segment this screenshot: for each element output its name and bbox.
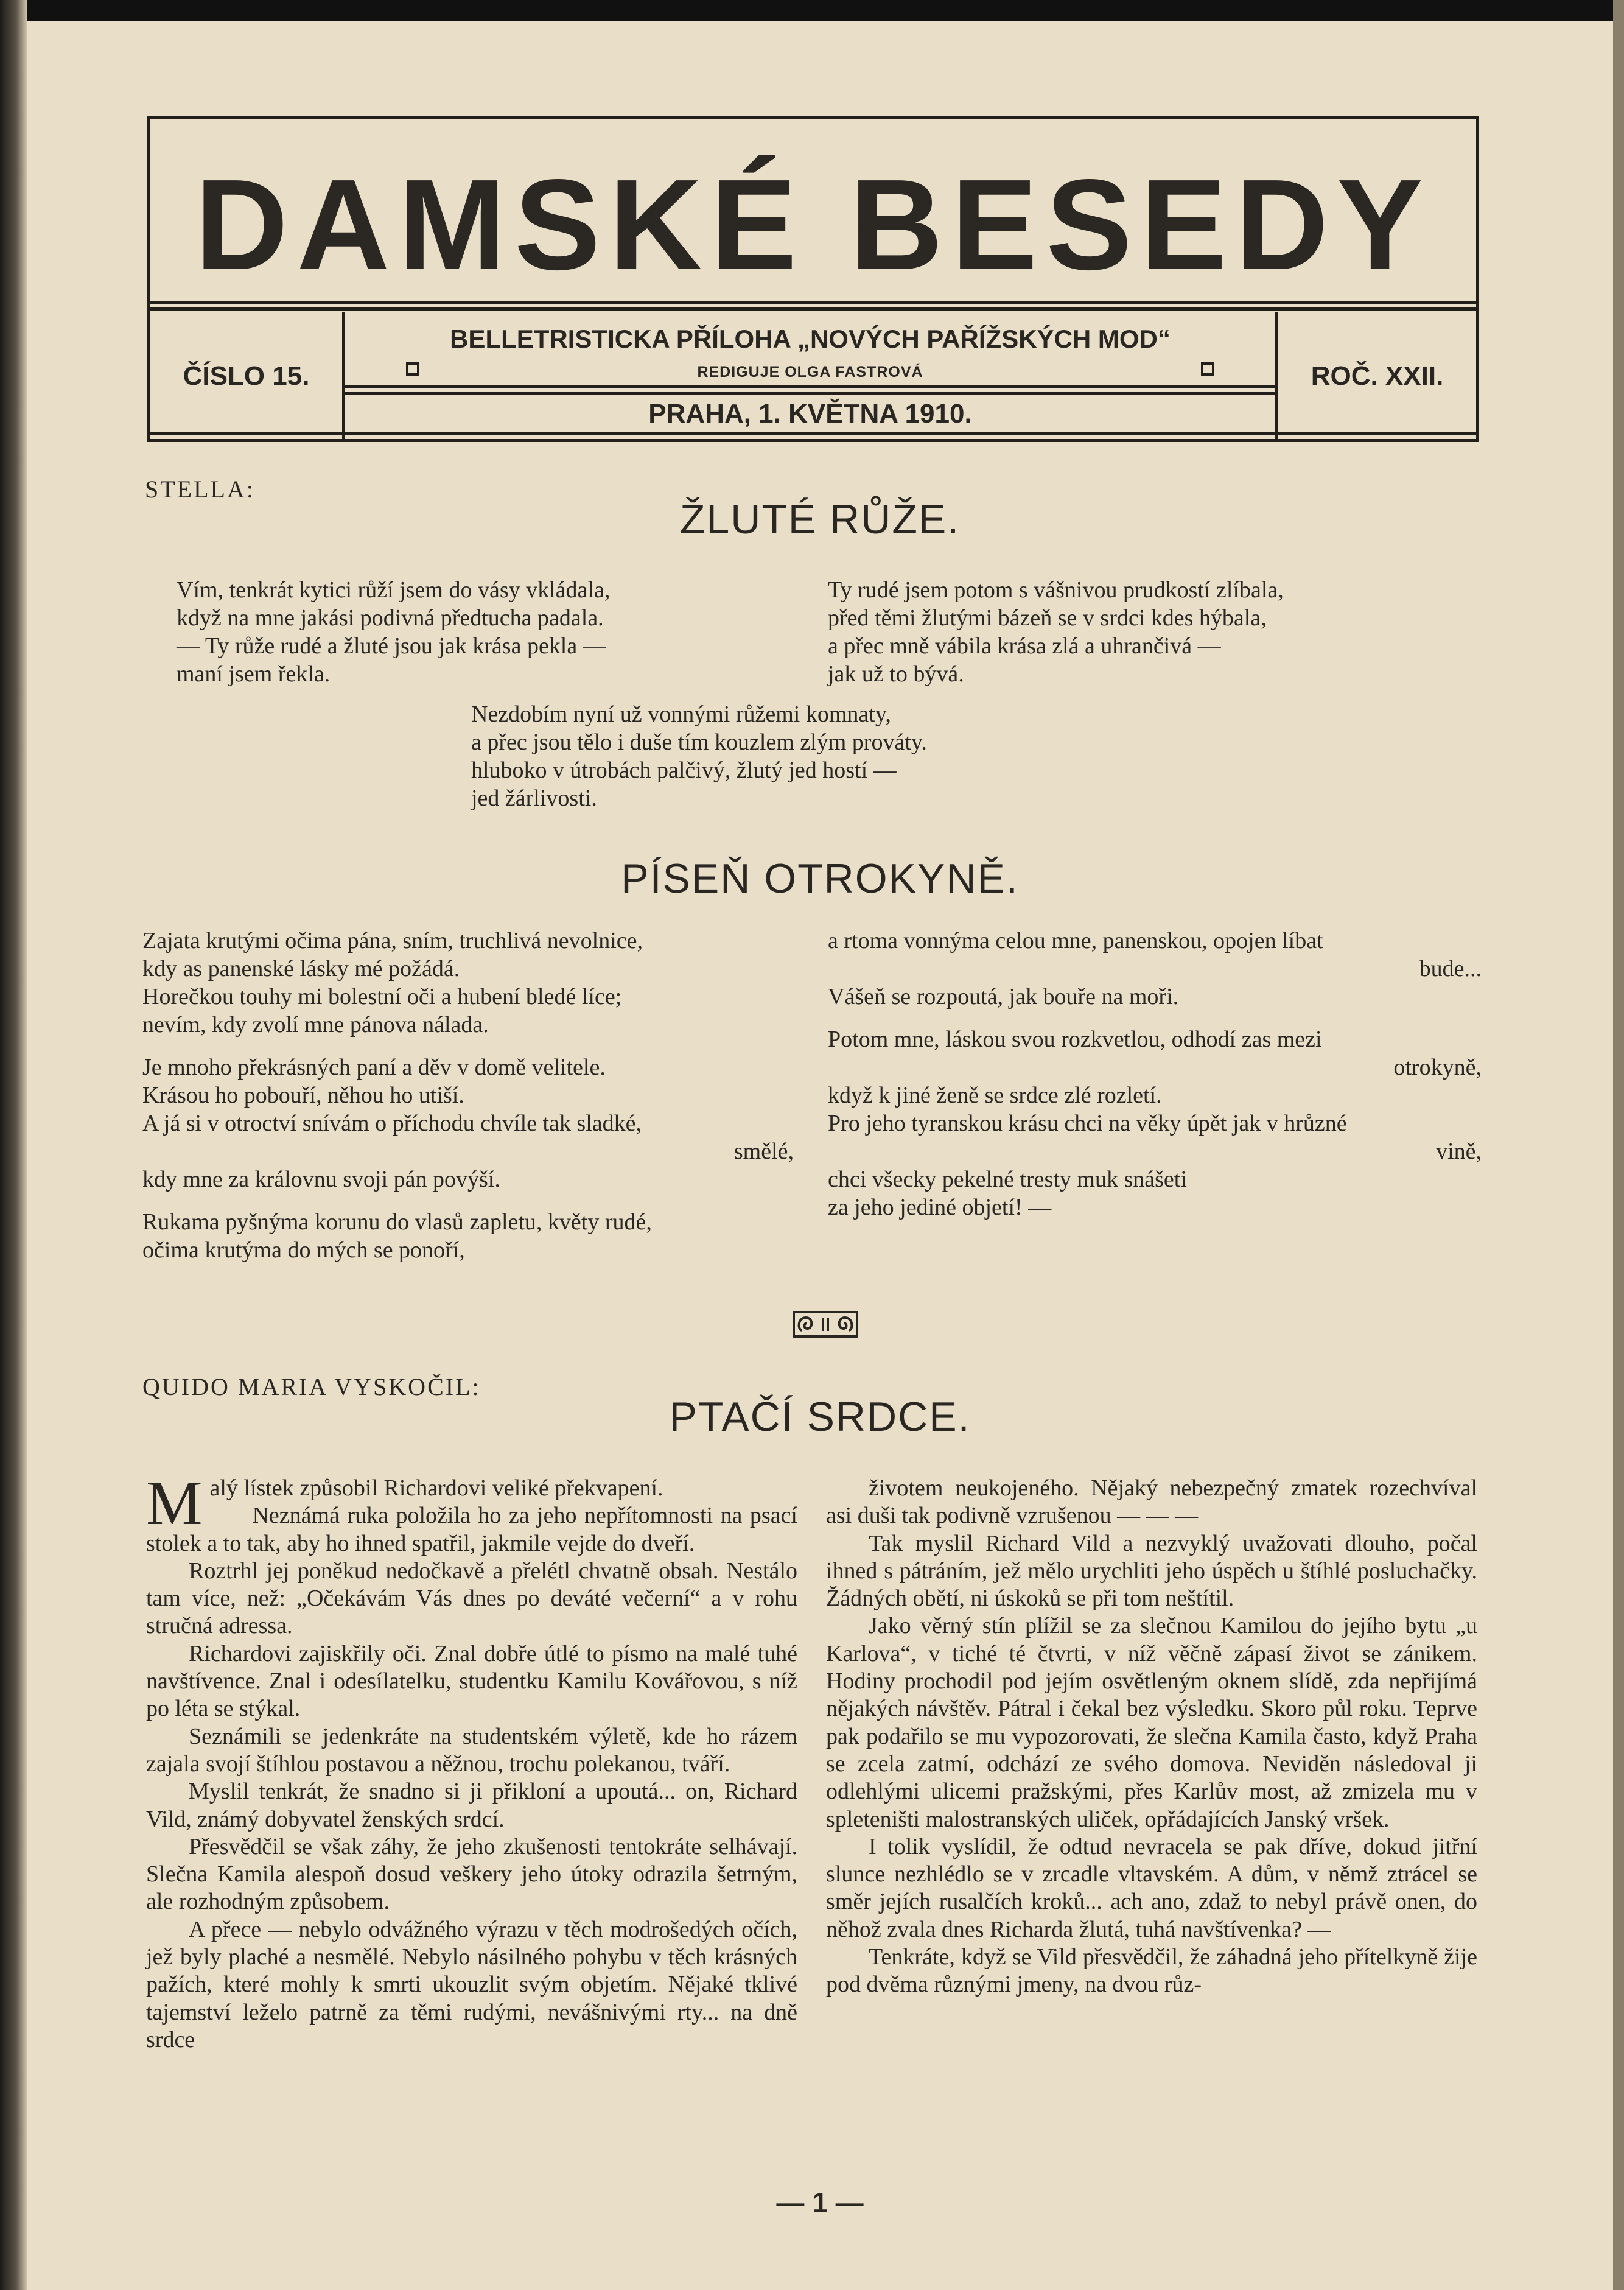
verse-line: kdy mne za královnu svoji pán povýší. xyxy=(142,1167,500,1192)
masthead-rule xyxy=(147,307,1479,311)
masthead-rule xyxy=(345,385,1275,388)
page-number: — 1 — xyxy=(776,2186,864,2218)
verse-line: maní jsem řekla. xyxy=(177,661,331,687)
masthead-editor: REDIGUJE OLGA FASTROVÁ xyxy=(697,364,923,381)
verse-line: Rukama pyšnýma korunu do vlasů zapletu, květy rudé, xyxy=(142,1209,652,1235)
story-paragraph: Seznámili se jedenkráte na studentském výletě, kde ho rázem zajala svojí štíhlou postavou a něžnou, trochu polekanou, tváří. xyxy=(146,1723,797,1777)
story-left-column xyxy=(146,1468,797,2054)
issue-number xyxy=(150,312,345,440)
scan-right-edge xyxy=(1613,0,1624,2290)
verse-line: hluboko v útrobách palčivý, žlutý jed hostí — xyxy=(471,757,897,783)
poem2-right-column xyxy=(828,927,1482,1221)
scan-binding-edge xyxy=(0,0,27,2290)
story-paragraph: životem neukojeného. Nějaký nebezpečný zmatek rozechvíval asi duši tak podivně vzrušenou — — — xyxy=(826,1475,1477,1529)
verse-line: kdy as panenské lásky mé požádá. xyxy=(142,956,460,982)
verse-line: před těmi žlutými bázeň se v srdci kdes hýbala, xyxy=(828,605,1267,631)
verse-line: smělé, xyxy=(733,1139,794,1164)
verse-line: Je mnoho překrásných paní a děv v domě velitele. xyxy=(142,1055,606,1080)
story-right-column xyxy=(826,1475,1477,1999)
scan-top-edge xyxy=(0,0,1624,21)
verse-line: otrokyně, xyxy=(1393,1055,1482,1080)
story-paragraph: Neznámá ruka položila ho za jeho nepřítomnosti na psací stolek a to tak, aby ho ihned spatřil, jakmile vejde do dveří. xyxy=(146,1503,797,1556)
square-ornament-icon xyxy=(1201,362,1214,376)
verse-line: chci všecky pekelné tresty muk snášeti xyxy=(828,1167,1187,1192)
poem1-left-stanza xyxy=(177,576,610,688)
masthead-title: DAMSKÉ BESEDY xyxy=(195,152,1432,297)
verse-line: Pro jeho tyranskou krásu chci na věky úpět jak v hrůzné xyxy=(828,1111,1347,1136)
verse-line: Ty rudé jsem potom s vášnivou prudkostí zlíbala, xyxy=(828,577,1284,603)
story-paragraph: Myslil tenkrát, že snadno si ji přikloní a upoutá... on, Richard Vild, známý dobyvatel ženských srdcí. xyxy=(146,1779,797,1832)
verse-line: A já si v otroctví snívám o příchodu chvíle tak sladké, xyxy=(142,1111,642,1136)
issue-number-text: ČÍSLO 15. xyxy=(183,361,310,391)
masthead-subtitle: BELLETRISTICKA PŘÍLOHA „NOVÝCH PAŘÍŽSKÝCH MOD“ xyxy=(450,325,1171,353)
story-paragraph: A přece — nebylo odvážného výrazu v těch modrošedých očích, jež byly plaché a nesmělé. Nebylo násilného pohybu v těch krásných pažích, které mohly k smrti ukouzlit svým objetím. Nějaké tklivé tajemství leželo patrně za těmi rudými, nevášnivými rty... na dně srdce xyxy=(146,1916,797,2053)
story-paragraph: Roztrhl jej poněkud nedočkavě a přelétl chvatně obsah. Nestálo tam více, než: „Očekávám Vás dnes po deváté večerní“ a v rohu stručná adressa. xyxy=(146,1558,797,1639)
verse-line: když k jiné ženě se srdce zlé rozletí. xyxy=(828,1083,1162,1108)
masthead-rule xyxy=(147,432,1479,435)
verse-line: bude... xyxy=(1419,956,1482,982)
drop-cap: M xyxy=(146,1468,203,1538)
verse-line: — Ty růže rudé a žluté jsou jak krása pekla — xyxy=(177,633,606,659)
poem2-left-column xyxy=(142,927,794,1264)
verse-line: Vášeň se rozpoutá, jak bouře na moři. xyxy=(828,984,1179,1010)
verse-line: za jeho jediné objetí! — xyxy=(828,1195,1052,1220)
verse-line: jed žárlivosti. xyxy=(471,785,597,811)
masthead-rule xyxy=(147,301,1479,304)
poem1-author: STELLA: xyxy=(145,476,255,503)
story-paragraph: I tolik vyslídil, že odtud nevracela se pak dříve, dokud jitřní slunce nezhlédlo se v zrcadle vltavském. A dům, v němž ztrácel se směr jejích rusalčích kroků... ach ano, zdaž to nebyl právě onen, do něhož zvala dnes Richarda žlutá, tuhá navštívenka? — xyxy=(826,1833,1477,1942)
verse-line: očima krutýma do mých se ponoří, xyxy=(142,1237,465,1263)
story-paragraph: Tenkráte, když se Vild přesvědčil, že záhadná jeho přítelkyně žije pod dvěma různými jmeny, na dvou růz- xyxy=(826,1944,1477,1998)
verse-line: nevím, kdy zvolí mne pánova nálada. xyxy=(142,1012,489,1038)
verse-line: Nezdobím nyní už vonnými růžemi komnaty, xyxy=(471,701,891,727)
story-paragraph-text: alý lístek způsobil Richardovi veliké překvapení. xyxy=(209,1475,663,1501)
verse-line: Potom mne, láskou svou rozkvetlou, odhodí zas mezi xyxy=(828,1027,1322,1052)
verse-line: Krásou ho pobouří, něhou ho utiší. xyxy=(142,1083,464,1108)
verse-line: Vím, tenkrát kytici růží jsem do vásy vkládala, xyxy=(177,577,611,603)
poem1-center-stanza xyxy=(471,700,927,812)
verse-line: a přec mně vábila krása zlá a uhrančivá — xyxy=(828,633,1221,659)
page xyxy=(27,21,1613,2290)
verse-line: a rtoma vonnýma celou mne, panenskou, opojen líbat xyxy=(828,928,1323,954)
verse-line: Zajata krutými očima pána, sním, truchlivá nevolnice, xyxy=(142,928,643,954)
verse-line: vině, xyxy=(1436,1139,1482,1164)
story-paragraph: Přesvědčil se však záhy, že jeho zkušenosti tentokráte selhávají. Slečna Kamila alespoň dosud veškery jeho útoky odrazila šetrným, ale rozhodným způsobem. xyxy=(146,1833,797,1915)
story-paragraph: Tak myslil Richard Vild a nezvyklý uvažovati dlouho, počal ihned s pátráním, jež mělo urychliti jeho úspěch u štíhlé posluchačky. Žádných obětí, ni úskoků se při tom neštítil. xyxy=(826,1530,1477,1612)
story-title: PTAČÍ SRDCE. xyxy=(669,1394,971,1440)
verse-line: když na mne jakási podivná předtucha padala. xyxy=(177,605,604,631)
poem2-title: PÍSEŇ OTROKYNĚ. xyxy=(621,855,1019,902)
volume-number xyxy=(1275,312,1476,440)
poem1-title: ŽLUTÉ RŮŽE. xyxy=(679,496,961,543)
verse-line: a přec jsou tělo i duše tím kouzlem zlým prováty. xyxy=(471,729,927,755)
poem1-right-stanza xyxy=(828,576,1284,688)
story-author: QUIDO MARIA VYSKOČIL: xyxy=(142,1373,481,1400)
verse-line: Horečkou touhy mi bolestní oči a hubení bledé líce; xyxy=(142,984,622,1010)
story-paragraph: Richardovi zajiskřily oči. Znal dobře útlé to písmo na malé tuhé navštívence. Znal i odesílatelku, studentku Kamilu Kovářovou, s níž po léta se stýkal. xyxy=(146,1640,797,1722)
masthead-rule xyxy=(345,392,1275,395)
volume-number-text: ROČ. XXII. xyxy=(1311,361,1444,391)
story-paragraph: Jako věrný stín plížil se za slečnou Kamilou do jejího bytu „u Karlova“, v tiché té čtvrti, v níž věčně zápasí život se zánikem. Hodiny prochodil pod jejím osvětleným oknem slídě, zda nepřijímá nějakých návštěv. Pátral i čekal bez výsledku. Skoro půl roku. Teprve pak podařilo se mu vypozorovati, že slečna Kamila často, když Praha se zcela zatmí, odchází ze svého domova. Neviděn následoval ji odlehlými ulicemi pražskými, přes Karlův most, až zmizela mu v spleteništi malostranských uliček, opřádajících Janský vršek. xyxy=(826,1613,1477,1832)
masthead-date: PRAHA, 1. KVĚTNA 1910. xyxy=(648,399,972,429)
section-divider-ornament-icon xyxy=(793,1310,858,1338)
verse-line: jak už to bývá. xyxy=(828,661,964,687)
masthead xyxy=(147,116,1479,442)
